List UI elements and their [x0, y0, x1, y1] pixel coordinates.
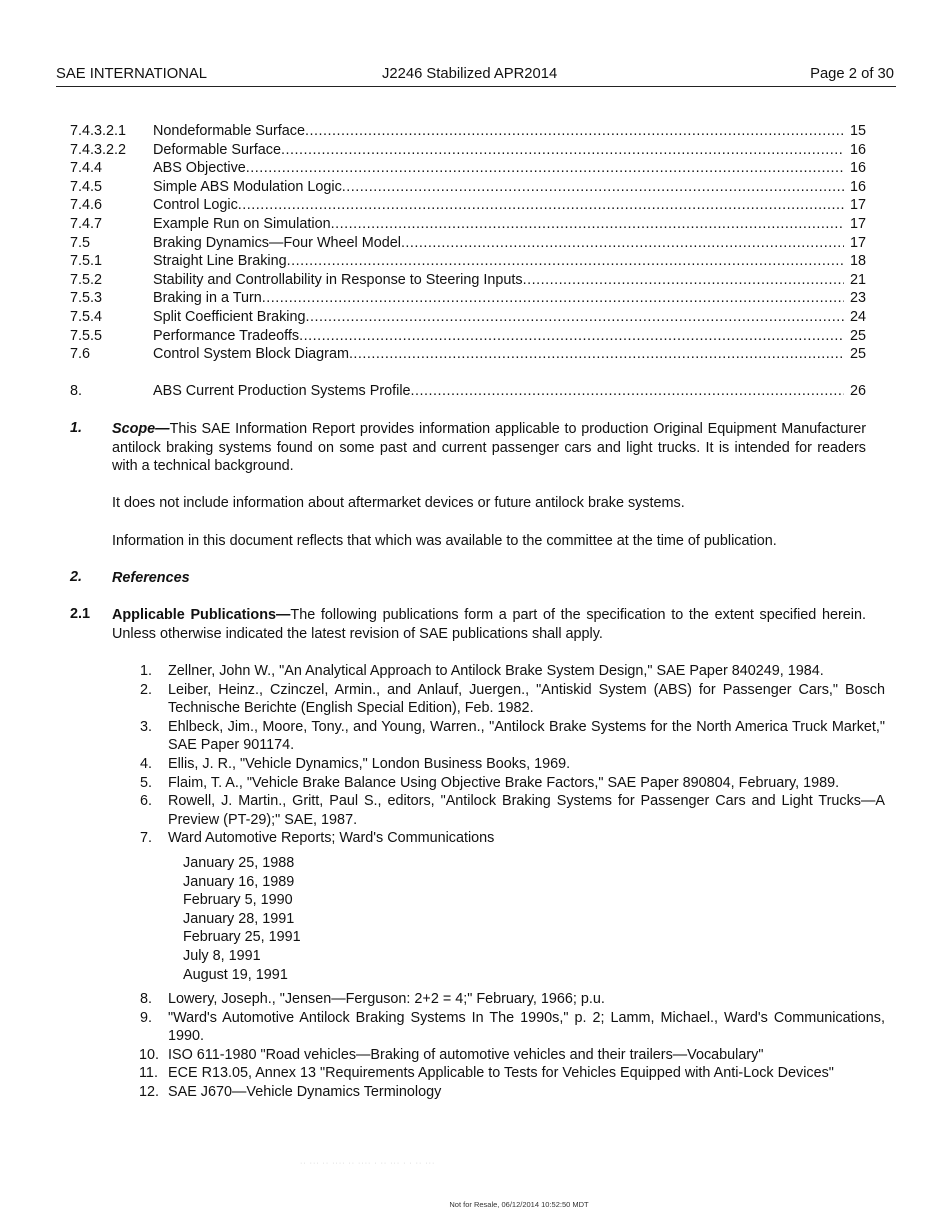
reference-text: SAE J670—Vehicle Dynamics Terminology — [168, 1084, 442, 1101]
report-date: August 19, 1991 — [183, 966, 288, 983]
reference-item — [140, 718, 885, 755]
toc-entry-page: 18 — [849, 253, 866, 270]
section-number: 2.1 — [70, 606, 91, 622]
toc-entry[interactable] — [70, 252, 866, 271]
references-heading: References — [112, 570, 190, 586]
scope-text: This SAE Information Report provides information applicable to production Original Equipment Manufacturer antilock braking systems found on some past and current passenger cars and light trucks. It is intended for readers with a technical background. — [112, 421, 866, 475]
toc-entry-page: 16 — [849, 178, 866, 195]
toc-entry-title: Control Logic ..... — [153, 196, 844, 215]
toc-entry[interactable] — [70, 159, 866, 178]
toc-entry[interactable] — [70, 345, 866, 364]
reference-item — [140, 755, 885, 774]
scope-paragraph-3: Information in this document reflects that which was available to the committee at the time of publication. — [112, 532, 777, 549]
toc-entry-number: 8. — [70, 383, 83, 400]
reference-text: ISO 611-1980 "Road vehicles—Braking of automotive vehicles and their trailers—Vocabulary" — [168, 1046, 764, 1063]
reference-number: 2. — [140, 681, 153, 698]
toc-entry-number: 7.4.4 — [70, 160, 103, 177]
reference-number: 8. — [140, 991, 153, 1008]
toc-entry[interactable] — [70, 271, 866, 290]
toc-entry-number: 7.5.4 — [70, 308, 103, 325]
toc-entry-number: 7.4.5 — [70, 178, 103, 195]
toc-entry-page: 25 — [849, 327, 866, 344]
toc-entry-page: 16 — [849, 141, 866, 158]
toc-entry-number: 7.4.3.2.2 — [70, 141, 127, 158]
toc-entry[interactable] — [70, 215, 866, 234]
report-date: January 28, 1991 — [183, 910, 295, 927]
page-number: Page 2 of 30 — [810, 66, 894, 82]
toc-entry[interactable] — [70, 382, 866, 401]
reference-text: Ellis, J. R., "Vehicle Dynamics," London Business Books, 1969. — [168, 755, 571, 772]
reference-text: Rowell, J. Martin., Gritt, Paul S., editors, "Antilock Braking Systems for Passenger Cars and Light Trucks—A Preview (PT-29);" SAE, 1987. — [168, 793, 885, 828]
toc-entry-page: 23 — [849, 290, 866, 307]
toc-entry[interactable] — [70, 178, 866, 197]
reference-text: Flaim, T. A., "Vehicle Brake Balance Using Objective Brake Factors," SAE Paper 890804, February, 1989. — [168, 774, 840, 791]
reference-list — [140, 662, 885, 1102]
applicable-paragraph — [112, 606, 866, 643]
reference-number: 1. — [140, 663, 153, 679]
toc-entry[interactable] — [70, 308, 866, 327]
toc-entry-number: 7.5.2 — [70, 271, 103, 288]
reference-item — [140, 1046, 885, 1065]
toc-entry[interactable] — [70, 196, 866, 215]
toc-entry-title: Control System Block Diagram ..... — [153, 345, 844, 364]
toc-entry-title: Braking in a Turn ..... — [153, 289, 844, 308]
page-footer — [0, 1200, 950, 1209]
toc-entry[interactable] — [70, 141, 866, 160]
reference-item — [140, 681, 885, 718]
toc-entry-page: 25 — [849, 346, 866, 363]
reference-item — [140, 1083, 885, 1102]
toc-entry-title: Straight Line Braking ..... — [153, 252, 844, 271]
section-number: 1. — [70, 420, 83, 436]
toc-entry-number: 7.5.5 — [70, 327, 103, 344]
toc-entry-title: Example Run on Simulation ..... — [153, 215, 844, 234]
reference-item — [140, 990, 885, 1009]
publisher-name: SAE INTERNATIONAL — [56, 66, 208, 82]
reference-text: Ehlbeck, Jim., Moore, Tony., and Young, Warren., "Antilock Brake Systems for the North America Truck Market," SAE Paper 901174. — [168, 718, 885, 754]
toc-entry[interactable] — [70, 122, 866, 141]
reference-number: 4. — [140, 755, 153, 772]
report-date: February 25, 1991 — [183, 929, 301, 946]
toc-entry[interactable] — [70, 234, 866, 253]
toc-entry-number: 7.5.1 — [70, 253, 103, 270]
toc-entry-number: 7.5.3 — [70, 290, 103, 307]
toc-entry-title: Stability and Controllability in Response to Steering Inputs ..... — [153, 271, 844, 290]
toc-entry-page: 24 — [849, 308, 866, 325]
scope-heading: Scope— — [112, 421, 170, 437]
toc-entry-title: ABS Objective ..... — [153, 159, 844, 178]
toc-entry-title: Nondeformable Surface ..... — [153, 122, 844, 141]
toc-entry-number: 7.4.7 — [70, 215, 103, 232]
section-number: 2. — [70, 569, 83, 585]
reference-text: Leiber, Heinz., Czinczel, Armin., and Anlauf, Juergen., "Antiskid System (ABS) for Passenger Cars," Bosch Technische Berichte (English Special Edition), Feb. 1982. — [168, 681, 885, 717]
footer-text: Not for Resale, 06/12/2014 10:52:50 MDT — [449, 1200, 589, 1209]
reference-number: 12. — [139, 1084, 160, 1101]
toc-entry-page: 17 — [849, 215, 866, 232]
toc-entry-page: 17 — [849, 197, 866, 214]
toc-entry-page: 15 — [849, 123, 866, 139]
reference-item — [140, 774, 885, 793]
applicable-publications-section — [70, 606, 866, 643]
reference-text: Zellner, John W., "An Analytical Approach to Antilock Brake System Design," SAE Paper 840249, 1984. — [168, 663, 824, 679]
toc-entry-page: 26 — [849, 383, 866, 400]
applicable-heading: Applicable Publications— — [112, 607, 291, 623]
toc-entry-page: 17 — [849, 234, 866, 251]
toc-entry-number: 7.4.6 — [70, 197, 103, 214]
scope-paragraph-2: It does not include information about aftermarket devices or future antilock brake systems. — [112, 495, 685, 512]
reference-number: 5. — [140, 774, 153, 791]
reference-text: ECE R13.05, Annex 13 "Requirements Applicable to Tests for Vehicles Equipped with Anti-Lock Devices" — [168, 1065, 834, 1082]
reference-number: 7. — [140, 830, 153, 847]
toc-entry-page: 16 — [849, 160, 866, 177]
reference-item — [140, 1009, 885, 1046]
ward-report-dates — [183, 854, 885, 984]
toc-entry-title: Simple ABS Modulation Logic ..... — [153, 178, 844, 197]
reference-text: Lowery, Joseph., "Jensen—Ferguson: 2+2 = 4;" February, 1966; p.u. — [168, 991, 605, 1008]
toc-entry-title: Deformable Surface ..... — [153, 141, 844, 160]
scope-paragraph — [112, 420, 866, 476]
table-of-contents — [70, 122, 866, 401]
reference-item — [140, 1064, 885, 1083]
references-section — [70, 569, 866, 588]
toc-spacer — [70, 364, 866, 383]
reference-number: 3. — [140, 718, 153, 735]
toc-entry[interactable] — [70, 289, 866, 308]
toc-entry-title: Performance Tradeoffs ..... — [153, 327, 844, 346]
toc-entry-number: 7.4.3.2.1 — [70, 123, 127, 139]
toc-entry-number: 7.5 — [70, 234, 91, 251]
reference-item — [140, 662, 885, 681]
toc-entry-title: Split Coefficient Braking ..... — [153, 308, 844, 327]
reference-number: 9. — [140, 1009, 153, 1026]
toc-entry-page: 21 — [849, 271, 866, 288]
applicable-text: The following publications form a part of the specification to the extent specified herein. Unless otherwise indicated the latest revision of SAE publications shall apply. — [112, 607, 867, 642]
toc-entry[interactable] — [70, 327, 866, 346]
toc-entry-title: Braking Dynamics—Four Wheel Model ..... — [153, 234, 844, 253]
reference-number: 11. — [139, 1065, 158, 1082]
report-date: January 25, 1988 — [183, 854, 295, 871]
scope-section — [70, 420, 866, 569]
toc-entry-title: ABS Current Production Systems Profile ..... — [153, 382, 844, 401]
faint-watermark-text: ·· ··· ·· ···· ·· ···· · ·· ··· · · ·· ··· — [300, 1160, 436, 1167]
reference-text: Ward Automotive Reports; Ward's Communications — [168, 830, 495, 847]
toc-entry-number: 7.6 — [70, 346, 91, 363]
report-date: January 16, 1989 — [183, 873, 295, 890]
document-id: J2246 Stabilized APR2014 — [382, 66, 558, 82]
reference-number: 10. — [139, 1046, 160, 1063]
reference-item — [140, 792, 885, 829]
page-header — [56, 66, 896, 87]
reference-text: "Ward's Automotive Antilock Braking Systems In The 1990s," p. 2; Lamm, Michael., Ward's Communications, 1990. — [168, 1009, 885, 1045]
report-date: July 8, 1991 — [183, 947, 261, 964]
reference-number: 6. — [140, 793, 153, 810]
reference-item — [140, 829, 885, 848]
report-date: February 5, 1990 — [183, 892, 293, 909]
